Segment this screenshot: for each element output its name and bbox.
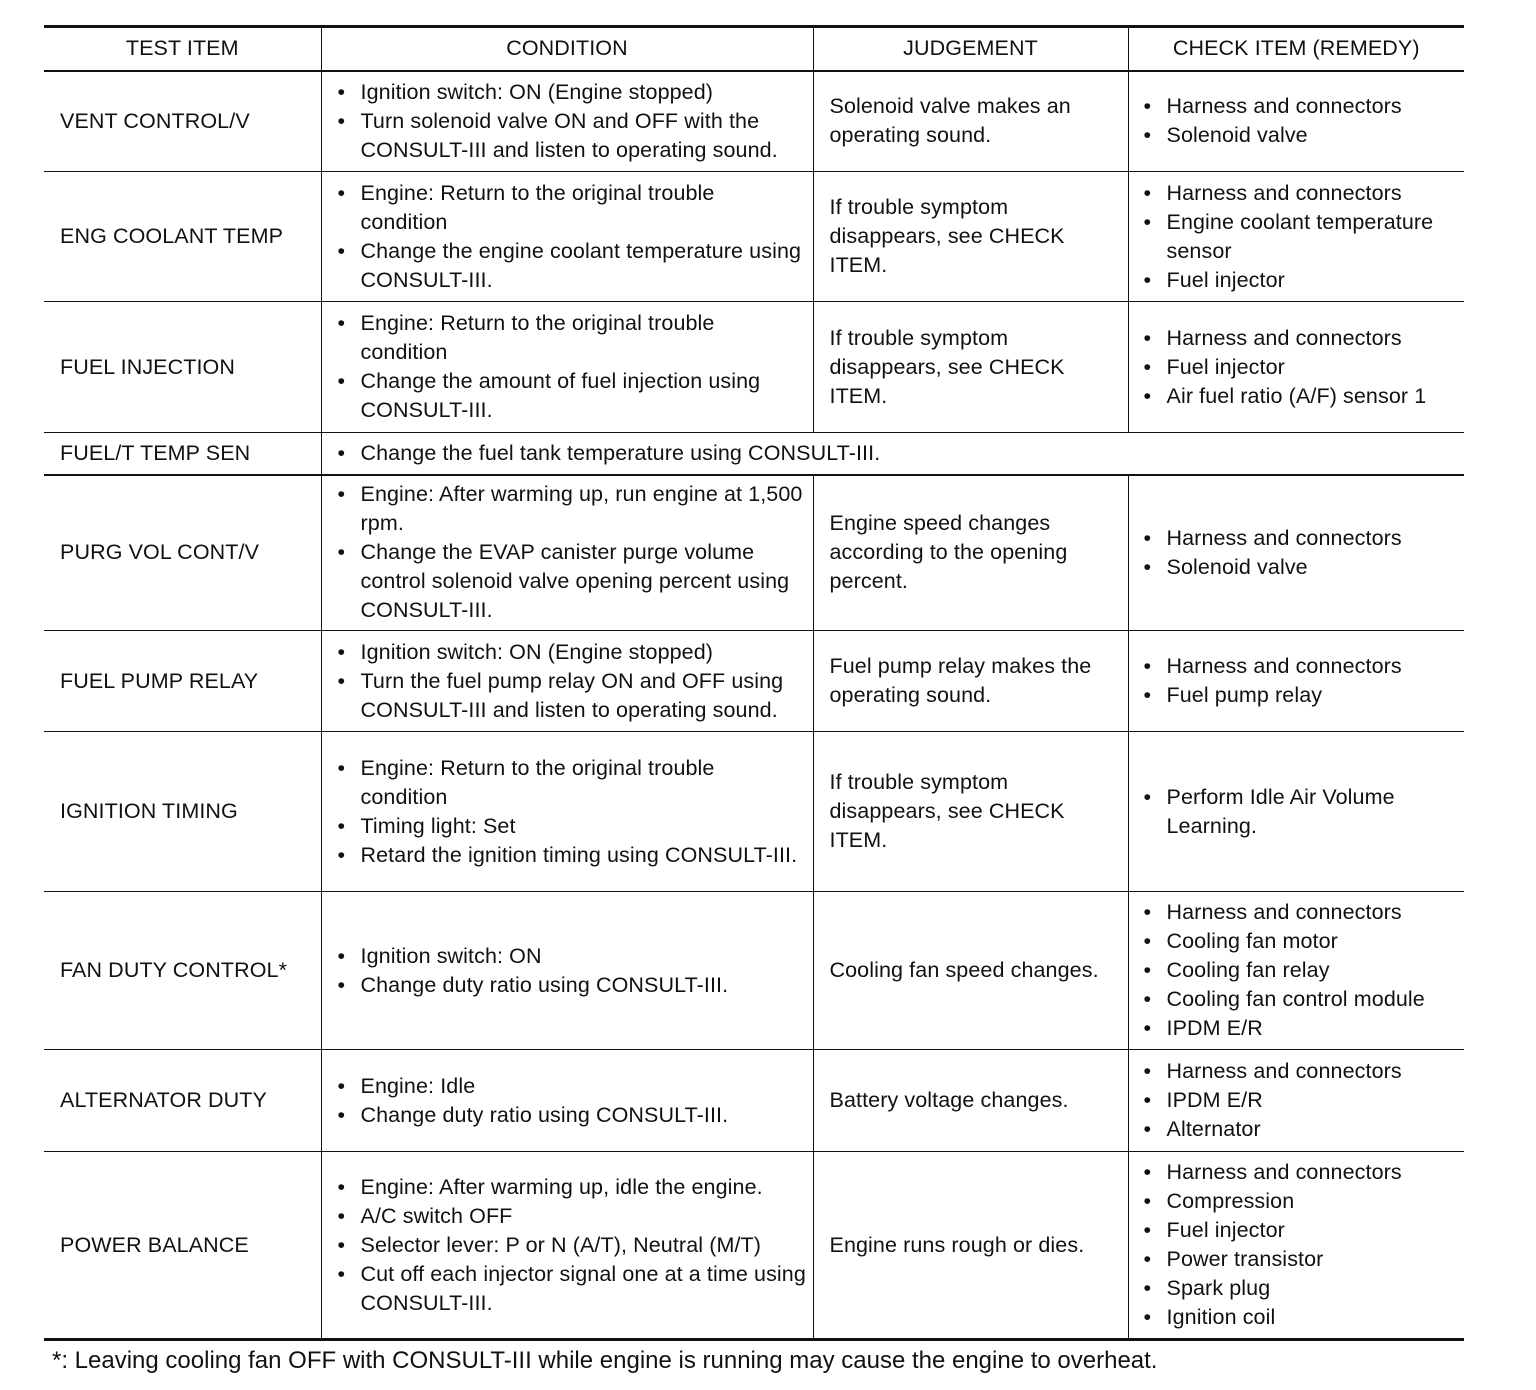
condition-item: • Retard the ignition timing using CONSULT-III. xyxy=(338,841,807,870)
table-row xyxy=(44,302,1464,433)
judgement-cell: If trouble symptom disappears, see CHECK ITEM. xyxy=(813,172,1128,302)
check-item-list xyxy=(1144,783,1459,841)
check-item-cell xyxy=(1128,732,1464,892)
check-item-list xyxy=(1144,1158,1459,1332)
condition-cell xyxy=(321,475,813,631)
condition-item: • Selector lever: P or N (A/T), Neutral (M/T) xyxy=(338,1231,807,1260)
check-item-cell xyxy=(1128,172,1464,302)
table-body xyxy=(44,71,1464,1340)
test-item-cell: FUEL PUMP RELAY xyxy=(60,668,259,693)
table-row xyxy=(44,1152,1464,1340)
condition-cell xyxy=(321,1152,813,1340)
check-item: • Fuel injector xyxy=(1144,353,1459,382)
check-item-cell xyxy=(1128,631,1464,732)
check-item-list xyxy=(1144,92,1459,150)
table-row xyxy=(44,172,1464,302)
check-item: • Cooling fan relay xyxy=(1144,956,1459,985)
check-item: • Harness and connectors xyxy=(1144,324,1459,353)
table-row xyxy=(44,1050,1464,1152)
check-item-list xyxy=(1144,179,1459,295)
check-item: • Engine coolant temperature sensor xyxy=(1144,208,1459,266)
condition-list xyxy=(338,638,807,725)
judgement-cell: Fuel pump relay makes the operating sound. xyxy=(813,631,1128,732)
condition-cell xyxy=(321,631,813,732)
condition-item: • Change the EVAP canister purge volume control solenoid valve opening percent using CONSULT-III. xyxy=(338,538,807,625)
condition-item: • Engine: Idle xyxy=(338,1072,807,1101)
test-item-cell: ALTERNATOR DUTY xyxy=(60,1088,267,1112)
condition-list xyxy=(338,754,807,870)
check-item-cell xyxy=(1128,1050,1464,1152)
condition-cell xyxy=(321,1050,813,1152)
check-item-cell xyxy=(1128,892,1464,1050)
check-item: • Alternator xyxy=(1144,1115,1459,1144)
condition-item: • Engine: Return to the original trouble condition xyxy=(338,309,807,367)
condition-item: • Change duty ratio using CONSULT-III. xyxy=(338,971,807,1000)
check-item: • IPDM E/R xyxy=(1144,1086,1459,1115)
condition-item: • Turn the fuel pump relay ON and OFF using CONSULT-III and listen to operating sound. xyxy=(338,667,807,725)
header-judgement: JUDGEMENT xyxy=(813,27,1128,71)
condition-cell xyxy=(321,302,813,433)
condition-item: • Turn solenoid valve ON and OFF with the CONSULT-III and listen to operating sound. xyxy=(338,107,807,165)
table-row xyxy=(44,475,1464,631)
condition-list xyxy=(338,942,807,1000)
check-item: • Harness and connectors xyxy=(1144,524,1459,553)
condition-item: • Engine: After warming up, idle the engine. xyxy=(338,1173,807,1202)
condition-item: • Cut off each injector signal one at a time using CONSULT-III. xyxy=(338,1260,807,1318)
check-item: • Harness and connectors xyxy=(1144,1057,1459,1086)
header-row xyxy=(44,27,1464,71)
table-row xyxy=(44,892,1464,1050)
check-item: • Perform Idle Air Volume Learning. xyxy=(1144,783,1459,841)
condition-cell xyxy=(321,892,813,1050)
condition-item: • Ignition switch: ON (Engine stopped) xyxy=(338,78,807,107)
check-item: • Compression xyxy=(1144,1187,1459,1216)
check-item-cell xyxy=(1128,1152,1464,1340)
table-row xyxy=(44,631,1464,732)
test-item-cell: POWER BALANCE xyxy=(60,1232,249,1257)
header-test-item: TEST ITEM xyxy=(125,36,239,61)
check-item: • Harness and connectors xyxy=(1144,1158,1459,1187)
condition-item: • Change duty ratio using CONSULT-III. xyxy=(338,1101,807,1130)
condition-item: • Engine: After warming up, run engine at 1,500 rpm. xyxy=(338,480,807,538)
check-item: • Fuel injector xyxy=(1144,266,1459,295)
condition-cell xyxy=(321,172,813,302)
judgement-cell: Solenoid valve makes an operating sound. xyxy=(813,71,1128,172)
test-item-cell: IGNITION TIMING xyxy=(60,799,238,823)
test-item-cell: FUEL/T TEMP SEN xyxy=(60,440,251,465)
condition-cell xyxy=(321,433,1464,475)
judgement-cell: Battery voltage changes. xyxy=(813,1050,1128,1152)
check-item: • Harness and connectors xyxy=(1144,179,1459,208)
condition-item: • Engine: Return to the original trouble condition xyxy=(338,179,807,237)
condition-item: • Ignition switch: ON (Engine stopped) xyxy=(338,638,807,667)
active-test-table xyxy=(44,25,1464,1341)
condition-list xyxy=(338,480,807,625)
condition-item: • Change the engine coolant temperature using CONSULT-III. xyxy=(338,237,807,295)
table-row xyxy=(44,71,1464,172)
check-item: • Solenoid valve xyxy=(1144,553,1459,582)
condition-list xyxy=(338,1173,807,1318)
check-item-list xyxy=(1144,524,1459,582)
check-item: • Ignition coil xyxy=(1144,1303,1459,1332)
condition-item: • Timing light: Set xyxy=(338,812,807,841)
condition-list xyxy=(338,309,807,425)
check-item: • Spark plug xyxy=(1144,1274,1459,1303)
check-item: • Air fuel ratio (A/F) sensor 1 xyxy=(1144,382,1459,411)
check-item: • Fuel injector xyxy=(1144,1216,1459,1245)
check-item-cell xyxy=(1128,71,1464,172)
check-item: • Cooling fan control module xyxy=(1144,985,1459,1014)
check-item: • IPDM E/R xyxy=(1144,1014,1459,1043)
check-item-list xyxy=(1144,652,1459,710)
judgement-cell: Engine runs rough or dies. xyxy=(813,1152,1128,1340)
test-item-cell: PURG VOL CONT/V xyxy=(60,540,260,565)
judgement-cell: If trouble symptom disappears, see CHECK ITEM. xyxy=(813,302,1128,433)
check-item: • Power transistor xyxy=(1144,1245,1459,1274)
judgement-cell: Cooling fan speed changes. xyxy=(813,892,1128,1050)
check-item: • Cooling fan motor xyxy=(1144,927,1459,956)
condition-item: • Change the fuel tank temperature using CONSULT-III. xyxy=(338,439,1459,468)
test-item-cell: FUEL INJECTION xyxy=(60,354,236,379)
condition-list xyxy=(338,439,1459,468)
condition-item: • Change the amount of fuel injection using CONSULT-III. xyxy=(338,367,807,425)
test-item-cell: VENT CONTROL/V xyxy=(60,108,250,133)
header-check-item: CHECK ITEM (REMEDY) xyxy=(1128,27,1464,71)
condition-cell xyxy=(321,71,813,172)
check-item: • Fuel pump relay xyxy=(1144,681,1459,710)
condition-list xyxy=(338,179,807,295)
condition-list xyxy=(338,1072,807,1130)
judgement-cell: If trouble symptom disappears, see CHECK ITEM. xyxy=(813,732,1128,892)
condition-item: • Engine: Return to the original trouble condition xyxy=(338,754,807,812)
condition-list xyxy=(338,78,807,165)
table-row xyxy=(44,433,1464,475)
condition-item: • Ignition switch: ON xyxy=(338,942,807,971)
check-item-list xyxy=(1144,898,1459,1043)
judgement-cell: Engine speed changes according to the opening percent. xyxy=(813,475,1128,631)
condition-cell xyxy=(321,732,813,892)
check-item-cell xyxy=(1128,302,1464,433)
test-item-cell: ENG COOLANT TEMP xyxy=(60,224,284,248)
check-item: • Solenoid valve xyxy=(1144,121,1459,150)
check-item: • Harness and connectors xyxy=(1144,92,1459,121)
check-item-list xyxy=(1144,324,1459,411)
table-row xyxy=(44,732,1464,892)
condition-item: • A/C switch OFF xyxy=(338,1202,807,1231)
header-condition: CONDITION xyxy=(321,27,813,71)
check-item-list xyxy=(1144,1057,1459,1144)
check-item-cell xyxy=(1128,475,1464,631)
check-item: • Harness and connectors xyxy=(1144,898,1459,927)
footnote: *: Leaving cooling fan OFF with CONSULT-III while engine is running may cause the engine to overheat. xyxy=(52,1347,1158,1374)
check-item: • Harness and connectors xyxy=(1144,652,1459,681)
table-header xyxy=(44,27,1464,71)
test-item-cell: FAN DUTY CONTROL* xyxy=(60,958,288,982)
